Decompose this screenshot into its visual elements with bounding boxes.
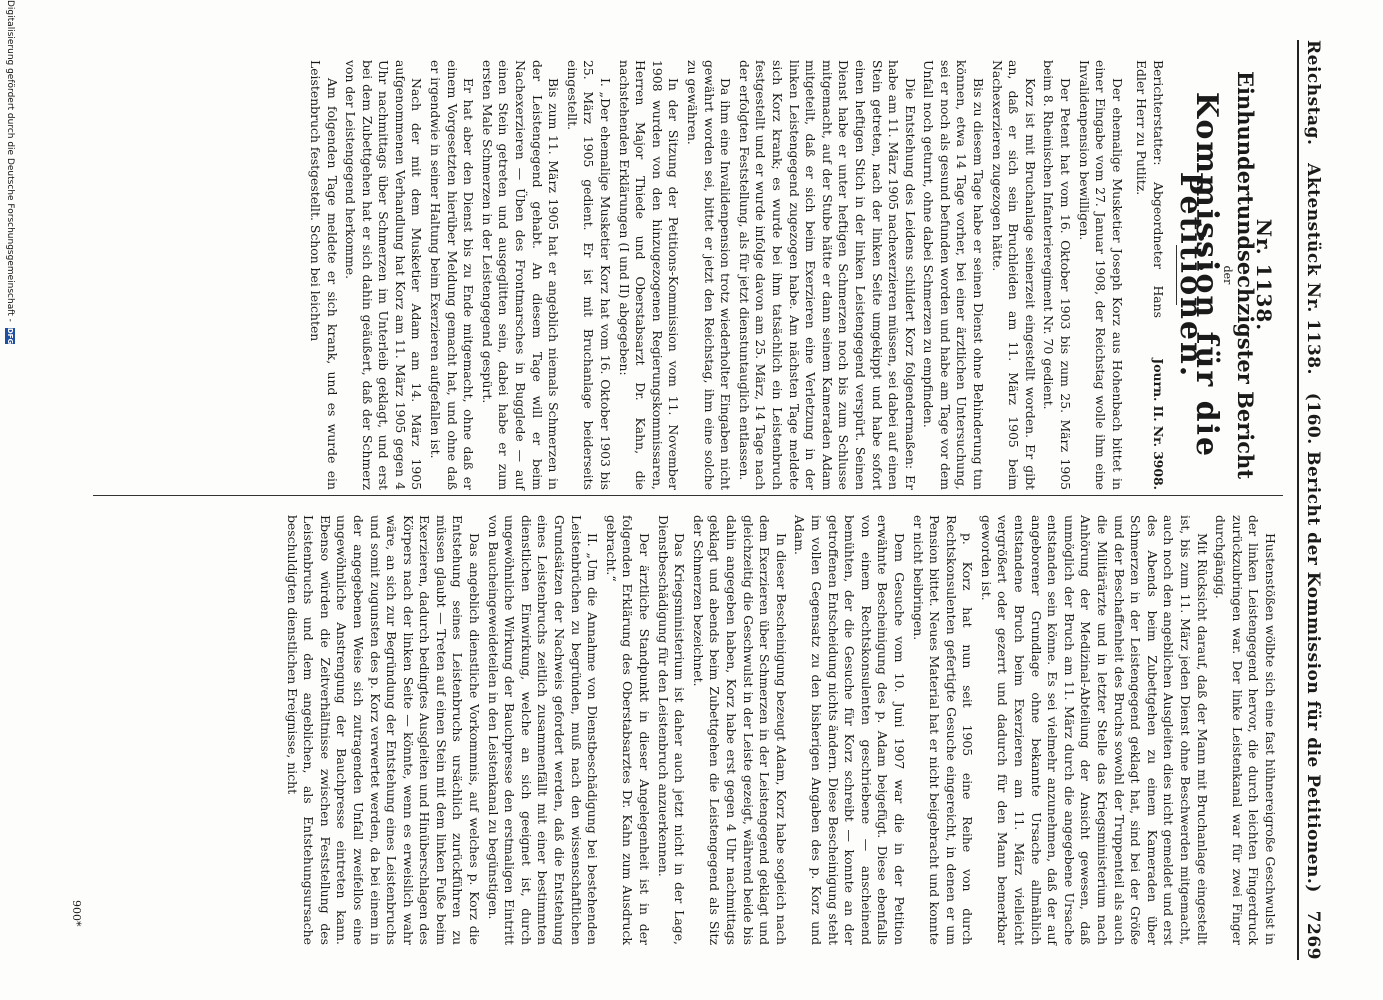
dfg-logo: DFG bbox=[6, 327, 14, 345]
paragraph: Mit Rücksicht darauf, daß der Mann mit Bruchanlage eingestellt ist, bis zum 11. März jeden Dienst ohne Beschwerden mitgemacht, auch noch den angeblichen Ausgleiten dies nicht gemeldet und erst des Abends beim Zubettgehen zu einem Kameraden über Schmerzen in der Leistengegend geklagt hat, sind bei der Größe und der Beschaffenheit des Bruchs sowohl der Truppenteil als auch die Militärärzte und in letzter Stelle das Kriegsministerium nach Anhörung der Medizinal-Abteilung der Ansicht gewesen, daß unmöglich der Bruch am 11. März durch die angegebene Ursache entstanden sein könne. Es sei vielmehr anzunehmen, daß der auf angeborener Grundlage ohne bekannte Ursache allmählich entstandene Bruch beim Exerzieren am 11. März vielleicht vergrößert oder gezerrt und dadurch für den Mann bemerkbar geworden ist. bbox=[978, 515, 1210, 945]
title-connector: der bbox=[1220, 265, 1234, 285]
paragraph: Das Kriegsministerium ist daher auch jetzt nicht in der Lage, Dienstbeschädigung für den Leistenbruch anzuerkennen. bbox=[655, 515, 688, 945]
paragraph: Er hat aber den Dienst bis zu Ende mitgemacht, ohne daß er einem Vorgesetzten hierüber Meldung gemacht hat, und ohne daß er irgendwie in seiner Haltung beim Exerzieren aufgefallen ist. bbox=[428, 60, 477, 490]
paragraph: Bis zu diesem Tage habe er seinen Dienst ohne Behinderung tun können, etwa 14 Tage vorher, bei einer ärztlichen Untersuchung, sei er noch als gesund befunden worden und habe am Tage vor dem Unfall noch geturnt, ohne dabei Schmerzen zu empfinden. bbox=[921, 60, 987, 490]
reporter-name: Berichterstatter: Abgeordneter Hans Edler Herr zu Putlitz. bbox=[1134, 60, 1167, 318]
paragraph: In der Sitzung der Petitions-Kommission vom 11. November 1908 wurden von den hinzugezogenen Regierungskommissaren, Herren Major Thiede und Oberstabsarzt Dr. Kahn, die nachstehenden Erklärungen (I und II) abgegeben: bbox=[616, 60, 682, 490]
report-title: Einhundertundsechzigster Bericht bbox=[1233, 70, 1259, 480]
right-body bbox=[283, 515, 1278, 945]
paragraph: Der ärztliche Standpunkt in dieser Angelegenheit ist in der folgenden Erklärung des Oberstabsarztes Dr. Kahn zum Ausdruck gebracht.“ bbox=[603, 515, 653, 945]
paragraph: Hustenstößen wölbte sich eine fast hühnereigroße Geschwulst in der linken Leistengegend hervor, die durch leichten Fingerdruck zurückzubringen war. Der linke Leistenkanal war für zwei Finger durchgängig. bbox=[1213, 515, 1278, 945]
paragraph: Der Petent hat vom 16. Oktober 1903 bis zum 25. März 1905 beim 8. Rheinischen Infanterieregiment Nr. 70 gedient. bbox=[1041, 60, 1074, 490]
credit-text: Digitalisierung gefördert durch die Deutsche Forschungsgemeinschaft - bbox=[5, 0, 15, 322]
right-column bbox=[281, 515, 1278, 945]
column-divider bbox=[93, 495, 1283, 496]
paragraph: Am folgenden Tage meldete er sich krank, und es wurde ein Leistenbruch festgestellt. Schon bei leichten bbox=[307, 60, 340, 490]
paragraph: In dieser Bescheinigung bezeugt Adam, Korz habe sogleich nach dem Exerzieren über Schmerzen in der Leistengegend geklagt und gleichzeitig die Geschwulst in der Leiste gezeigt, während beide bis dahin angegeben haben, Korz habe erst gegen 4 Uhr nachmittags geklagt und abends beim Zubettgehen die Leistengegend als Sitz der Schmerzen bezeichnet. bbox=[690, 515, 789, 945]
header-aktenstueck: Aktenstück Nr. 1138. bbox=[1303, 163, 1323, 375]
reporter-line bbox=[1133, 60, 1166, 490]
journal-number: Journ. II. Nr. 3908. bbox=[1151, 358, 1167, 490]
paragraph: Da ihm eine Invalidenpension trotz wiederholter Eingaben nicht gewährt worden sei, bittet er jetzt den Reichstag, ihm eine solche zu gewähren. bbox=[685, 60, 734, 490]
paragraph: Dem Gesuche vom 10. Juni 1907 war die in der Petition erwähnte Bescheinigung des p. Adam beigefügt. Diese ebenfalls von einem Rechtskonsulenten geschriebene — anscheinend bemühten, der die Gesuche für Korz schreibt — konnte an der getroffenen Entscheidung nichts ändern. Diese Bescheinigung steht im vollen Gegensatz zu den bisherigen Angaben des p. Korz und Adam. bbox=[792, 515, 907, 945]
paragraph: Korz ist mit Bruchanlage seinerzeit eingestellt worden. Er gibt an, daß er sich sein Bruchleiden am 11. März 1905 beim Nachexerzieren zugezogen hätte. bbox=[989, 60, 1038, 490]
paragraph: Die Entstehung des Leidens schildert Korz folgendermaßen: Er habe am 11. März 1905 nachexerzieren müssen, sei dabei auf einen Stein getreten, nach der linken Seite umgekippt und habe sofort einen heftigen Stich in der linken Leistengegend verspürt. Seinen Dienst habe er unter heftigen Schmerzen noch bis zum Schlusse mitgemacht, auf der Stube hätte er dann seinem Kameraden Adam mitgeteilt, daß er sich beim Exerzieren eine Verletzung in der linken Leistengegend zugezogen habe. Am nächsten Tage meldete sich Korz krank; es wurde bei ihm tatsächlich ein Leistenbruch festgestellt und er wurde infolge davon am 25. März, 14 Tage nach der erfolgten Feststellung, als für jetzt dienstuntauglich entlassen. bbox=[736, 60, 918, 490]
header-reichstag: Reichstag. bbox=[1303, 40, 1323, 146]
paragraph: Das angeblich dienstliche Vorkommnis, auf welches p. Korz die Entstehung seines Leistenbruchs ursächlich zurückführen zu müssen glaubt — Treten auf einen Stein mit dem linken Fuße beim Exerzieren, dadurch bedingtes Ausgleiten und Hinüberschlagen des Körpers nach der linken Seite — könnte, wenn es erweislich wahr wäre, an sich zur Begründung der Entstehung eines Leistenbruchs und somit zugunsten des p. Korz verwertet werden, da bei einem in der angegebenen Weise sich zutragenden Unfall zweifellos eine ungewöhnliche Anstrengung der Bauchpresse eintreten kann. Ebenso würden die Zeitverhältnisse zwischen Feststellung des Leistenbruchs und dem angeblichen, als Entstehungsursache beschuldigten dienstlichen Ereignisse, nicht bbox=[284, 515, 483, 945]
left-column bbox=[304, 60, 1278, 490]
digitization-credit bbox=[2, 0, 18, 1000]
left-body bbox=[306, 60, 1125, 490]
document-number: Nr. 1138. bbox=[1252, 218, 1276, 332]
paragraph: II. „Um die Annahme von Dienstbeschädigung bei bestehenden Leistenbrüchen zu begründen, muß nach den wissenschaftlichen Grundsätzen der Nachweis gefordert werden, daß die Entstehung eines Leistenbruchs zeitlich zusammenfällt mit einer bestimmten dienstlichen Einwirkung, welche an sich geeignet ist, durch ungewöhnliche Wirkung der Bauchpresse den erstmaligen Eintritt von Baucheingeweideteilen in den Leistenkanal zu begünstigen. bbox=[485, 515, 601, 945]
paragraph: Bis zum 11. März 1905 hat er angeblich niemals Schmerzen in der Leistengegend gehabt. An diesem Tage will er beim Nachexerzieren — Üben des Frontmarsches in Bugglede — auf einen Stein getreten und ausgeglitten sein, dabei habe er zum ersten Male Schmerzen in der Leistengegend gespürt. bbox=[479, 60, 562, 490]
paragraph: p. Korz hat nun seit 1905 eine Reihe von durch Rechtskonsulenten gefertigte Gesuche eingereicht, in denen er um Pension bittet. Neues Material hat er nicht beigebracht und konnte er nicht beibringen. bbox=[910, 515, 976, 945]
paragraph: I. „Der ehemalige Musketier Korz hat vom 16. Oktober 1903 bis 25. März 1905 gedient. Er ist mit Bruchanlage beiderseits eingestellt. bbox=[564, 60, 614, 490]
commission-title: Kommission für die Petitionen. bbox=[1172, 91, 1225, 459]
header-bericht: (160. Bericht der Kommission für die Petitionen.) bbox=[1303, 392, 1323, 893]
page-number: 7269 bbox=[1303, 910, 1323, 960]
paragraph: Nach der mit dem Musketier Adam am 14. März 1905 aufgenommenen Verhandlung hat Korz am 11. März 1905 gegen 4 Uhr nachmittags über Schmerzen im Unterleib geklagt, und erst bei dem Zubettgehen hat er sich dahin geäußert, daß der Schmerz von der Leistengegend herkomme. bbox=[343, 60, 425, 490]
running-header bbox=[1297, 40, 1323, 960]
paragraph: Der ehemalige Musketier Joseph Korz aus Hohenbach bittet in einer Eingabe vom 27. Januar 1908, der Reichstag wolle ihm eine Invalidenpension bewilligen. bbox=[1076, 60, 1125, 490]
page-code: 900* bbox=[70, 900, 83, 927]
